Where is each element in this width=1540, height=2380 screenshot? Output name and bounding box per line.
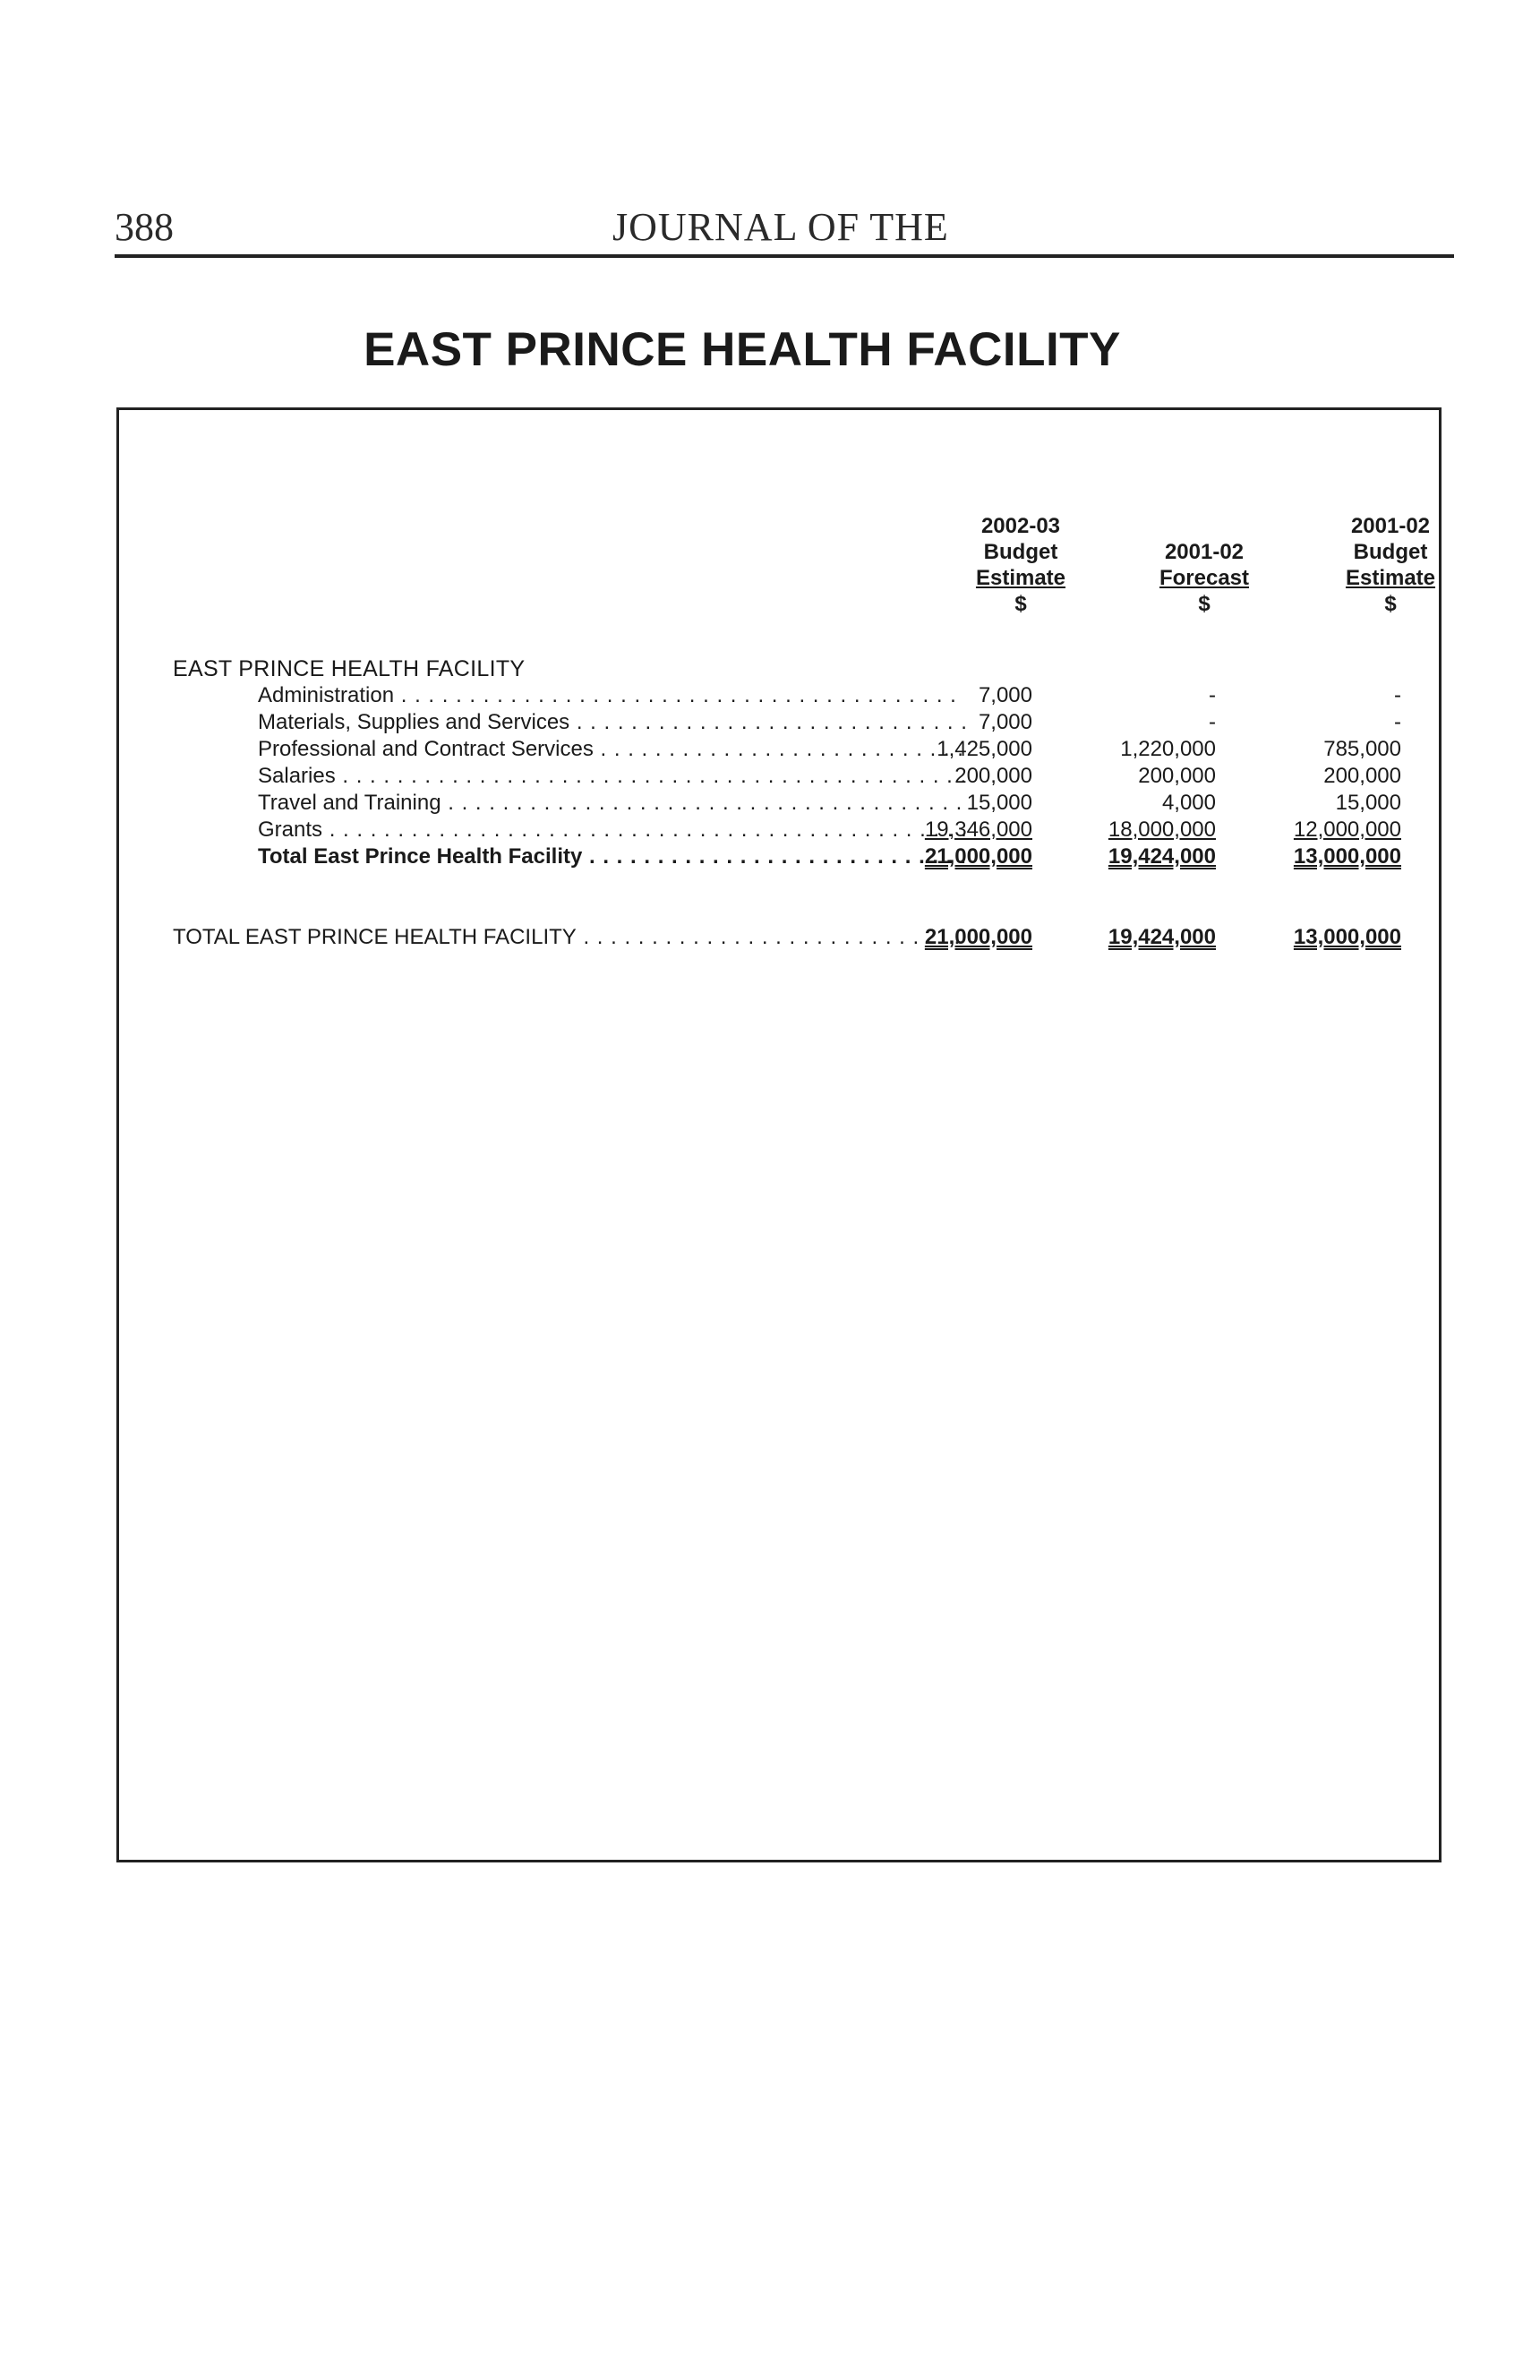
column-header-line: $	[1014, 592, 1027, 616]
table-row	[119, 683, 1444, 710]
column-header-line: 2001-02	[1350, 514, 1431, 538]
table-row	[119, 791, 1444, 818]
column-header-line	[1128, 513, 1280, 539]
column-header-line: $	[1384, 592, 1397, 616]
value-2001-02-forecast: 200,000	[1138, 764, 1216, 788]
row-label: Administration . . .	[258, 683, 965, 708]
grand-total-2001-02-budget: 13,000,000	[1293, 925, 1401, 949]
column-header-2001-02-forecast	[1128, 513, 1280, 617]
table-row	[119, 737, 1444, 764]
value-2001-02-forecast: 18,000,000	[1108, 818, 1216, 842]
header-rule	[115, 254, 1454, 258]
row-label: Travel and Training . . .	[258, 791, 965, 816]
column-header-2001-02-budget	[1314, 513, 1467, 617]
value-2001-02-budget: 785,000	[1323, 737, 1401, 761]
column-header-2002-03-budget	[945, 513, 1097, 617]
value-2002-03: 15,000	[966, 791, 1032, 815]
value-2002-03: 7,000	[978, 710, 1032, 734]
column-header-line: Forecast	[1159, 566, 1250, 590]
budget-table-frame	[116, 407, 1442, 1862]
value-2002-03: 7,000	[978, 683, 1032, 707]
table-row	[119, 818, 1444, 844]
value-2002-03: 200,000	[954, 764, 1032, 788]
value-2001-02-forecast: 4,000	[1161, 791, 1216, 815]
subtotal-2002-03: 21,000,000	[924, 844, 1032, 869]
value-2001-02-budget: 15,000	[1335, 791, 1401, 815]
grand-total-row	[119, 925, 1444, 952]
value-2001-02-forecast: -	[1209, 683, 1216, 707]
table-row	[119, 764, 1444, 791]
subtotal-2001-02-forecast: 19,424,000	[1108, 844, 1216, 869]
value-2001-02-budget: 200,000	[1323, 764, 1401, 788]
value-2001-02-forecast: -	[1209, 710, 1216, 734]
value-2002-03: 19,346,000	[924, 818, 1032, 842]
subtotal-2001-02-budget: 13,000,000	[1293, 844, 1401, 869]
grand-total-2001-02-forecast: 19,424,000	[1108, 925, 1216, 949]
table-row	[119, 710, 1444, 737]
grand-total-label: TOTAL EAST PRINCE HEALTH FACILITY . . .	[173, 925, 965, 950]
value-2001-02-budget: -	[1394, 710, 1401, 734]
page-number: 388	[115, 205, 174, 249]
column-header-line: $	[1198, 592, 1211, 616]
section-label: EAST PRINCE HEALTH FACILITY	[173, 656, 526, 681]
journal-title: JOURNAL OF THE	[612, 205, 949, 249]
row-label: Professional and Contract Services . . .	[258, 737, 965, 762]
row-label: Salaries . . .	[258, 764, 965, 789]
value-2001-02-budget: 12,000,000	[1293, 818, 1401, 842]
value-2001-02-forecast: 1,220,000	[1120, 737, 1216, 761]
column-header-line: Estimate	[1345, 566, 1436, 590]
row-label: Materials, Supplies and Services . . .	[258, 710, 965, 735]
page-header	[115, 199, 1454, 256]
grand-total-2002-03: 21,000,000	[924, 925, 1032, 949]
column-header-line: Budget	[1353, 540, 1428, 564]
column-header-line: Estimate	[975, 566, 1066, 590]
row-label: Grants . . .	[258, 818, 965, 843]
column-header-line: Budget	[983, 540, 1058, 564]
value-2001-02-budget: -	[1394, 683, 1401, 707]
subtotal-label: Total East Prince Health Facility . . .	[258, 844, 965, 869]
page-title: EAST PRINCE HEALTH FACILITY	[364, 323, 1121, 376]
subtotal-row	[119, 844, 1444, 871]
column-header-line: 2002-03	[980, 514, 1061, 538]
value-2002-03: 1,425,000	[937, 737, 1032, 761]
column-header-line: 2001-02	[1164, 540, 1245, 564]
